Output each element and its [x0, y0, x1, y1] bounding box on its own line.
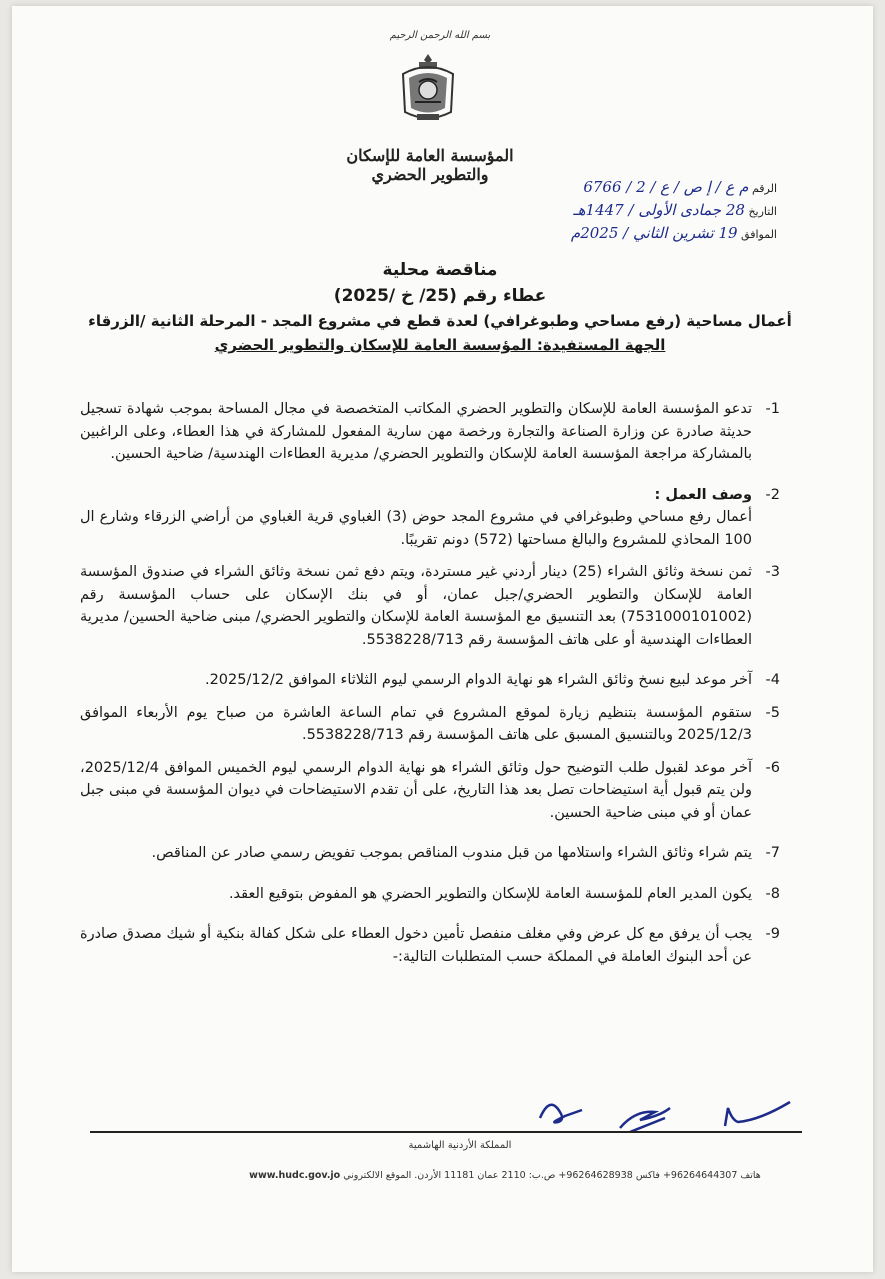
item-number: 8-: [765, 885, 780, 902]
beneficiary: الجهة المستفيدة: المؤسسة العامة للإسكان والتطوير الحضري: [214, 336, 666, 354]
signature-3: [725, 1102, 790, 1126]
item-body: [80, 484, 752, 552]
footer-contact-text: هاتف 96264644307+ فاكس 96264628938+ ص.ب: 2110 عمان 11181 الأردن. الموقع الالكتروني: [343, 1170, 761, 1181]
gregorian-date-label: الموافق: [741, 228, 777, 241]
tender-type: مناقصة محلية: [382, 260, 498, 280]
footer-contact: [200, 1170, 810, 1181]
item-number: 9-: [765, 926, 780, 942]
hijri-date: [517, 201, 777, 219]
item-text: ثمن نسخة وثائق الشراء (25) دينار أردني غير مستردة، ويتم دفع ثمن نسخة وثائق الشراء في صندوق المؤسسة العامة للإسكان والتطوير الحضري/جبل عمان، أو في بنك الإسكان على حساب المؤسسة رقم (7531000101002) بعد التنسيق مع المؤسسة العامة للإسكان والتطوير الحضري/ مبنى ضاحية الحسين/ مديرية العطاءات الهندسية أو على هاتف المؤسسة رقم 5538228/713.: [80, 564, 752, 648]
item-number: 2-: [765, 486, 780, 503]
gregorian-date-value: 19 تشرين الثاني / 2025م: [570, 224, 738, 242]
hijri-date-label: التاريخ: [748, 205, 777, 218]
footer-website: www.hudc.gov.jo: [249, 1170, 341, 1181]
item-text: آخر موعد لقبول طلب التوضيح حول وثائق الشراء هو نهاية الدوام الرسمي ليوم الخميس الموافق 2025/12/4، ولن يتم قبول أية استيضاحات تصل بعد هذا التاريخ، على أن تقدم الاستيضاحات في ديوان المؤسسة في مبنى جبل عمان أو في مبنى ضاحية الحسين.: [80, 759, 752, 821]
item-text: ستقوم المؤسسة بتنظيم زيارة لموقع المشروع في تمام الساعة العاشرة من صباح يوم الأربعاء الموافق 2025/12/3 وبالتنسيق المسبق على هاتف المؤسسة رقم 5538228/713.: [80, 704, 752, 743]
signature-2: [620, 1108, 670, 1132]
list-item: [80, 561, 780, 651]
item-number: 7-: [765, 845, 780, 861]
item-text: تدعو المؤسسة العامة للإسكان والتطوير الحضري المكاتب المتخصصة في مجال المساحة بموجب شهادة تسجيل حديثة صادرة عن وزارة الصناعة والتجارة ورخصة مهن سارية المفعول للمشاركة في هذا العطاء، وعلى الراغبين بالمشاركة مراجعة المؤسسة العامة للإسكان والتطوير الحضري/ مديرية العطاءات الهندسية/ ضاحية الحسين.: [80, 401, 752, 462]
footer-country: المملكة الأردنية الهاشمية: [408, 1140, 512, 1151]
hijri-date-value: 28 جمادى الأولى / 1447هـ: [573, 201, 745, 219]
footer-divider: [90, 1131, 802, 1133]
item-number: 1-: [765, 401, 780, 417]
list-item: [80, 883, 780, 906]
tender-items: [80, 398, 780, 978]
item-text: يتم شراء وثائق الشراء واستلامها من قبل مندوب المناقص بموجب تفويض رسمي صادر عن المناقص.: [151, 845, 752, 861]
item-text: أعمال رفع مساحي وطبوغرافي في مشروع المجد حوض (3) الغباوي قرية الغباوي من أراضي الزرقاء وشارع ال 100 المحاذي للمشروع والبالغ مساحتها (572) دونم تقريبًا.: [80, 509, 752, 548]
reference-number-value: م ع / إ ص / ع / 2 / 6766: [583, 178, 749, 196]
tender-subject: أعمال مساحية (رفع مساحي وطبوغرافي) لعدة قطع في مشروع المجد - المرحلة الثانية /الزرقاء: [88, 312, 792, 330]
signature-1: [540, 1105, 582, 1123]
tender-title: [60, 260, 820, 354]
tender-number: عطاء رقم (25/ خ /2025): [333, 286, 547, 306]
reference-number: [517, 178, 777, 196]
gregorian-date: [517, 224, 777, 242]
item-number: 6-: [765, 759, 780, 776]
list-item: [80, 757, 780, 825]
item-heading: وصف العمل :: [654, 486, 752, 503]
list-item: [80, 669, 780, 692]
item-number: 5-: [765, 704, 780, 721]
list-item: [80, 702, 780, 747]
item-number: 3-: [765, 564, 780, 580]
list-item: [80, 923, 780, 968]
organization-name: المؤسسة العامة للإسكان والتطوير الحضري: [346, 146, 514, 184]
reference-number-label: الرقم: [751, 182, 777, 195]
item-text: آخر موعد لبيع نسخ وثائق الشراء هو نهاية الدوام الرسمي ليوم الثلاثاء الموافق 2025/12/2.: [204, 672, 752, 688]
item-text: يكون المدير العام للمؤسسة العامة للإسكان والتطوير الحضري هو المفوض بتوقيع العقد.: [228, 885, 752, 902]
list-item: [80, 484, 780, 552]
jordan-coat-of-arms-icon: [397, 52, 459, 126]
list-item: [80, 398, 780, 466]
item-number: 4-: [765, 672, 780, 688]
list-item: [80, 842, 780, 865]
basmala: بسم الله الرحمن الرحيم: [389, 30, 491, 41]
item-text: يجب أن يرفق مع كل عرض وفي مغلف منفصل تأمين دخول العطاء على شكل كفالة بنكية أو شيك مصدق صادرة عن أحد البنوك العاملة في المملكة حسب المتطلبات التالية:-: [80, 926, 752, 965]
